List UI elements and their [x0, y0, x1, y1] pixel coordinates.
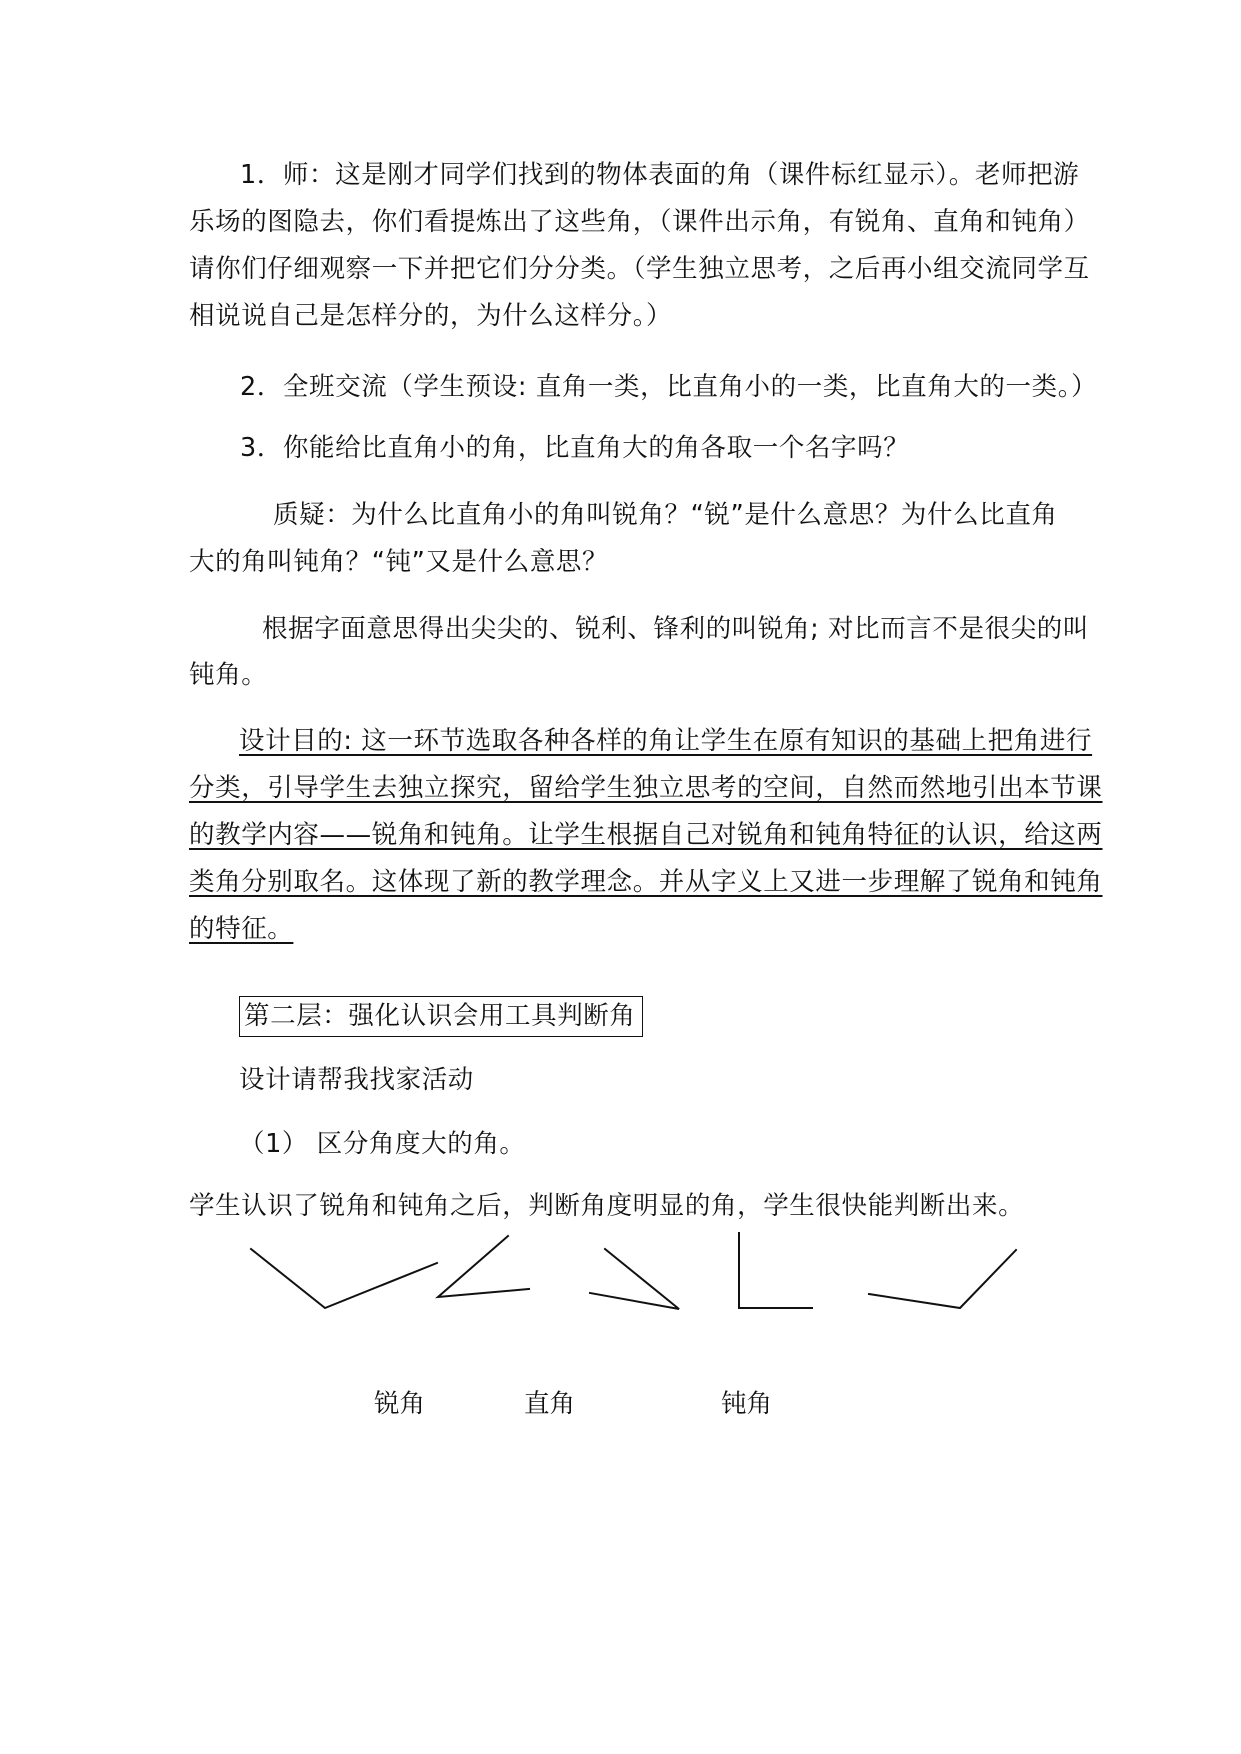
paragraph1-line3: 请你们仔细观察一下并把它们分分类。（学生独立思考，之后再小组交流同学互 [189, 254, 1090, 284]
design-purpose-line3: 的教学内容——锐角和钝角。让学生根据自己对锐角和钝角特征的认识，给这两 [189, 820, 1103, 850]
explanation-line1: 根据字面意思得出尖尖的、锐利、锋利的叫锐角; 对比而言不是很尖的叫 [262, 614, 1089, 644]
paragraph1-line2: 乐场的图隐去，你们看提炼出了这些角，（课件出示角，有锐角、直角和钝角） [189, 207, 1090, 237]
item-3: 3．你能给比直角小的角，比直角大的角各取一个名字吗？ [240, 433, 910, 463]
obtuse-angle-1 [251, 1249, 437, 1308]
acute-angle-2 [590, 1249, 679, 1309]
design-purpose-line4: 类角分别取名。这体现了新的教学理念。并从字义上又进一步理解了锐角和钝角 [189, 867, 1103, 897]
label-obtuse: 钝角 [721, 1389, 773, 1419]
obtuse-angle-2 [869, 1250, 1016, 1308]
label-right: 直角 [524, 1389, 576, 1419]
paragraph1-line4: 相说说自己是怎样分的，为什么这样分。） [189, 301, 673, 331]
question-line2: 大的角叫钝角？“钝”又是什么意思？ [189, 547, 609, 577]
explanation-line2: 钝角。 [189, 660, 268, 690]
question-line1: 质疑：为什么比直角小的角叫锐角？“锐”是什么意思？为什么比直角 [273, 500, 1058, 530]
step-1-note: 学生认识了锐角和钝角之后，判断角度明显的角，学生很快能判断出来。 [189, 1191, 1025, 1221]
label-acute: 锐角 [374, 1389, 426, 1419]
design-purpose-line1: 设计目的: 这一环节选取各种各样的角让学生在原有知识的基础上把角进行 [239, 726, 1093, 756]
paragraph1-line1: 1．师：这是刚才同学们找到的物体表面的角（课件标红显示）。老师把游 [240, 160, 1080, 190]
step-1: （1） 区分角度大的角。 [239, 1129, 526, 1159]
acute-angle-1 [438, 1236, 529, 1297]
design-purpose-line2: 分类，引导学生去独立探究，留给学生独立思考的空间，自然而然地引出本节课 [189, 773, 1103, 803]
right-angle [739, 1233, 812, 1308]
item-2: 2．全班交流（学生预设: 直角一类，比直角小的一类，比直角大的一类。） [240, 372, 1098, 402]
activity-title: 设计请帮我找家活动 [239, 1065, 474, 1095]
level2-heading-box: 第二层：强化认识会用工具判断角 [239, 996, 643, 1037]
design-purpose-line5: 的特征。 [189, 914, 294, 944]
